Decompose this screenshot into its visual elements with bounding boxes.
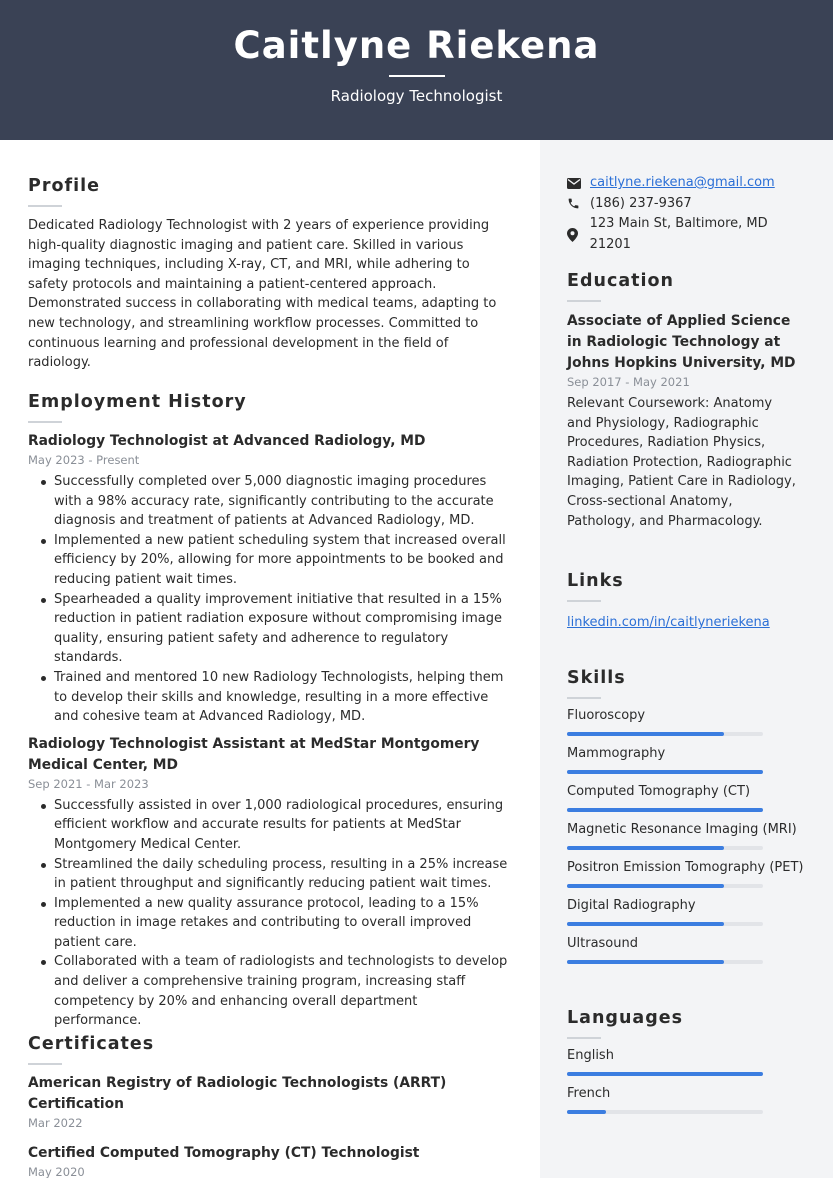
skill-level-fill	[567, 884, 724, 888]
list-item: Streamlined the daily scheduling process, resulting in a 25% increase in patient throughput and significantly reducing patient wait times.	[28, 855, 508, 894]
envelope-icon	[567, 176, 583, 190]
linkedin-link[interactable]: linkedin.com/in/caitlyneriekena	[567, 615, 770, 630]
list-item: Implemented a new patient scheduling system that increased overall efficiency by 20%, allowing for more appointments to be booked and reducing patient wait times.	[28, 531, 508, 590]
list-item: Successfully assisted in over 1,000 radiological procedures, ensuring efficient workflow and accurate results for patients at MedStar Montgomery Medical Center.	[28, 796, 508, 855]
certificates-section	[28, 1034, 508, 1178]
address-text: 123 Main St, Baltimore, MD 21201	[589, 216, 768, 252]
languages-heading: Languages	[567, 1008, 684, 1028]
education-heading: Education	[567, 271, 674, 291]
skill-label: Ultrasound	[567, 936, 638, 951]
certificate-title: American Registry of Radiologic Technologists (ARRT) Certification	[28, 1075, 447, 1112]
contact-email-row	[567, 173, 807, 194]
skill-level-bar	[567, 808, 763, 812]
job-entry	[28, 431, 508, 727]
skill-label: Computed Tomography (CT)	[567, 784, 751, 799]
job-title: Radiology Technologist Assistant at MedStar Montgomery Medical Center, MD	[28, 735, 480, 773]
education-description: Relevant Coursework: Anatomy and Physiology, Radiographic Procedures, Radiation Physics, Radiation Protection, Radiographic Imaging, Patient Care in Radiology, Cross-sectional Anatomy, Pathology, and Pharmacology.	[567, 396, 796, 529]
email-link[interactable]: caitlyne.riekena@gmail.com	[590, 175, 775, 190]
skill-item	[567, 1047, 807, 1085]
skill-level-fill	[567, 960, 724, 964]
resume-header	[0, 0, 833, 140]
skill-label: French	[567, 1086, 611, 1101]
phone-text: (186) 237-9367	[590, 195, 692, 211]
certificate-title: Certified Computed Tomography (CT) Technologist	[28, 1145, 420, 1161]
languages-list	[567, 1047, 807, 1123]
skill-item	[567, 745, 807, 783]
profile-section	[28, 176, 508, 373]
candidate-name: Caitlyne Riekena	[233, 24, 600, 67]
skill-level-bar	[567, 1110, 763, 1114]
skill-label: English	[567, 1048, 614, 1063]
certificate-date: Mar 2022	[28, 1116, 83, 1130]
skill-level-fill	[567, 732, 724, 736]
section-divider	[28, 205, 62, 207]
skill-item	[567, 935, 807, 973]
list-item: Implemented a new quality assurance protocol, leading to a 15% reduction in image retakes and contributing to overall improved patient care.	[28, 894, 508, 953]
map-pin-icon	[567, 228, 583, 242]
job-date: May 2023 - Present	[28, 453, 140, 467]
skill-label: Magnetic Resonance Imaging (MRI)	[567, 822, 797, 837]
job-bullets	[28, 472, 508, 727]
education-section	[567, 271, 807, 531]
skills-list	[567, 707, 807, 973]
job-bullets	[28, 796, 508, 1031]
certificate-entry	[28, 1143, 508, 1178]
section-divider	[567, 300, 601, 302]
list-item: Collaborated with a team of radiologists and technologists to develop and deliver a comprehensive training program, increasing staff competency by 20% and enhancing overall department performance.	[28, 952, 508, 1030]
skill-item	[567, 897, 807, 935]
list-item: Trained and mentored 10 new Radiology Technologists, helping them to develop their skills and knowledge, resulting in a more effective and cohesive team at Advanced Radiology, MD.	[28, 668, 508, 727]
skill-level-fill	[567, 1110, 606, 1114]
skill-label: Mammography	[567, 746, 666, 761]
skill-level-bar	[567, 732, 763, 736]
skill-label: Fluoroscopy	[567, 708, 646, 723]
skill-item	[567, 859, 807, 897]
section-divider	[567, 600, 601, 602]
certificate-date: May 2020	[28, 1165, 85, 1178]
skills-section	[567, 668, 807, 973]
languages-section	[567, 1008, 807, 1123]
certificate-entry	[28, 1073, 508, 1132]
profile-text: Dedicated Radiology Technologist with 2 years of experience providing high-quality diagnostic imaging and patient care. Skilled in various imaging techniques, including X-ray, CT, and MRI, while adhering to safety protocols and maintaining a patient-centered approach. Demonstrated success in collaborating with medical teams, adapting to new technology, and streamlining workflow processes. Committed to continuous learning and professional development in the field of radiology.	[28, 218, 497, 371]
skill-item	[567, 821, 807, 859]
skill-label: Digital Radiography	[567, 898, 696, 913]
skill-label: Positron Emission Tomography (PET)	[567, 860, 804, 875]
education-date: Sep 2017 - May 2021	[567, 375, 690, 389]
skill-level-bar	[567, 846, 763, 850]
section-divider	[567, 1037, 601, 1039]
skill-item	[567, 783, 807, 821]
section-divider	[28, 421, 62, 423]
section-divider	[567, 697, 601, 699]
skill-level-fill	[567, 846, 724, 850]
skill-level-fill	[567, 770, 763, 774]
contact-phone-row	[567, 194, 807, 215]
employment-heading: Employment History	[28, 392, 247, 412]
skill-level-bar	[567, 922, 763, 926]
degree-title: Associate of Applied Science in Radiologic Technology at Johns Hopkins University, MD	[567, 313, 796, 371]
section-divider	[28, 1063, 62, 1065]
header-divider	[389, 75, 445, 77]
skill-level-fill	[567, 808, 763, 812]
contact-address-row	[567, 214, 807, 255]
employment-section	[28, 392, 508, 1031]
skills-heading: Skills	[567, 668, 626, 688]
skill-level-bar	[567, 770, 763, 774]
skill-level-fill	[567, 922, 724, 926]
certificates-heading: Certificates	[28, 1034, 155, 1054]
skill-level-bar	[567, 1072, 763, 1076]
job-title: Radiology Technologist at Advanced Radiology, MD	[28, 433, 426, 449]
contact-block	[567, 173, 807, 255]
phone-icon	[567, 197, 583, 211]
list-item: Spearheaded a quality improvement initiative that resulted in a 15% reduction in patient radiation exposure without compromising image quality, ensuring patient safety and adherence to regulatory standards.	[28, 590, 508, 668]
candidate-title: Radiology Technologist	[330, 87, 503, 105]
list-item: Successfully completed over 5,000 diagnostic imaging procedures with a 98% accuracy rate, significantly contributing to the accurate diagnosis and treatment of patients at Advanced Radiology, MD.	[28, 472, 508, 531]
skill-level-bar	[567, 884, 763, 888]
job-date: Sep 2021 - Mar 2023	[28, 776, 149, 791]
profile-heading: Profile	[28, 176, 100, 196]
skill-level-bar	[567, 960, 763, 964]
links-heading: Links	[567, 571, 624, 591]
job-entry	[28, 734, 508, 1031]
skill-level-fill	[567, 1072, 763, 1076]
links-section	[567, 571, 807, 630]
skill-item	[567, 707, 807, 745]
skill-item	[567, 1085, 807, 1123]
